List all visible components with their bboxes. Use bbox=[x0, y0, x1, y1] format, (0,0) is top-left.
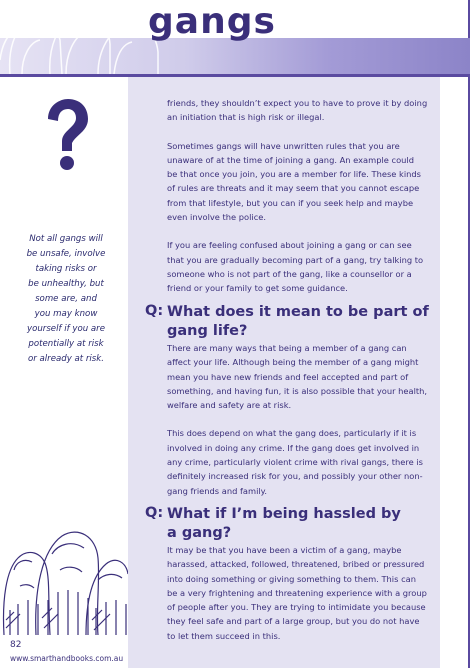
text-line: friend or your family to get some guidance. bbox=[167, 283, 348, 294]
text-line: Sometimes gangs will have unwritten rules that you are bbox=[167, 140, 400, 151]
text-line: involved in doing any crime. If the gang does get involved in bbox=[167, 442, 420, 453]
text-line: any crime, particularly violent crime with rival gangs, there is bbox=[167, 457, 423, 468]
text-line: affect your life. Although being the member of a gang might bbox=[167, 357, 419, 368]
text-line: friends, they shouldn’t expect you to have to prove it by doing bbox=[167, 98, 428, 108]
text-line: unaware of at the time of joining a gang. An example could bbox=[167, 154, 414, 165]
text-line: of people after you. They are trying to intimidate you because bbox=[167, 602, 426, 613]
body-text-middle bbox=[167, 341, 432, 498]
text-line: harassed, attacked, followed, threatened, bribed or pressured bbox=[167, 559, 425, 570]
text-line: be that once you join, you are a member for life. These kinds bbox=[167, 169, 421, 180]
hooded-figures-header-art bbox=[0, 0, 170, 74]
text-line: mean you have new friends and feel accepted and part of bbox=[167, 371, 409, 382]
text-line: someone who is not part of the gang, like a counsellor or a bbox=[167, 268, 412, 279]
hooded-figures-illustration bbox=[0, 500, 128, 635]
text-line: that you are gradually becoming part of a gang, try talking to bbox=[167, 254, 424, 265]
question-mark-icon bbox=[36, 97, 96, 177]
paragraph bbox=[167, 96, 432, 125]
question-line: What if I’m being hassled by bbox=[167, 506, 401, 522]
page-title: gangs bbox=[148, 1, 276, 42]
note-line: or already at risk. bbox=[27, 354, 104, 364]
question-line: a gang? bbox=[167, 525, 232, 541]
question-text bbox=[167, 505, 435, 543]
text-line: be a very frightening and threatening experience with a group bbox=[167, 587, 427, 598]
note-line: Not all gangs will bbox=[29, 234, 103, 244]
note-line: taking risks or bbox=[35, 264, 97, 274]
text-line: If you are feeling confused about joining a gang or can see bbox=[167, 240, 412, 251]
sidebar-note bbox=[14, 232, 118, 367]
paragraph bbox=[167, 341, 432, 412]
text-line: to let them succeed in this. bbox=[167, 630, 281, 641]
paragraph bbox=[167, 426, 432, 497]
website-url[interactable]: www.smarthandbooks.com.au bbox=[10, 654, 124, 663]
text-line: of rules are threats and it may seem that you cannot escape bbox=[167, 183, 420, 194]
text-line: an initiation that is high risk or illegal. bbox=[167, 112, 325, 123]
note-line: yourself if you are bbox=[27, 324, 105, 334]
question-heading-1 bbox=[145, 303, 435, 343]
page-number: 82 bbox=[10, 640, 22, 650]
paragraph bbox=[167, 543, 432, 643]
text-line: even involve the police. bbox=[167, 212, 267, 223]
text-line: This does depend on what the gang does, particularly if it is bbox=[167, 428, 417, 439]
text-line: from that lifestyle, but you can if you seek help and maybe bbox=[167, 197, 414, 208]
body-text-upper bbox=[167, 96, 432, 296]
paragraph bbox=[167, 139, 432, 225]
text-line: It may be that you have been a victim of a gang, maybe bbox=[167, 545, 402, 555]
text-line: welfare and safety are at risk. bbox=[167, 400, 292, 411]
note-line: you may know bbox=[34, 309, 98, 319]
question-label: Q: bbox=[145, 505, 164, 521]
text-line: something, and having fun, it is also possible that your health, bbox=[167, 385, 428, 396]
text-line: definitely increased risk for you, and possibly your other non- bbox=[167, 471, 423, 482]
question-text bbox=[167, 303, 435, 341]
text-line: into doing something or giving something to them. This can bbox=[167, 573, 416, 584]
question-line: gang life? bbox=[167, 323, 248, 339]
text-line: they feel safe and part of a large group, but you do not have bbox=[167, 616, 420, 627]
question-label: Q: bbox=[145, 303, 164, 319]
paragraph bbox=[167, 238, 432, 295]
text-line: gang friends and family. bbox=[167, 485, 268, 496]
note-line: be unsafe, involve bbox=[26, 249, 106, 259]
note-line: potentially at risk bbox=[28, 339, 104, 349]
note-line: some are, and bbox=[35, 294, 97, 304]
question-line: What does it mean to be part of bbox=[167, 304, 429, 320]
body-text-lower bbox=[167, 543, 432, 643]
text-line: There are many ways that being a member of a gang can bbox=[167, 343, 407, 353]
note-line: be unhealthy, but bbox=[28, 279, 104, 289]
question-heading-2 bbox=[145, 505, 435, 545]
